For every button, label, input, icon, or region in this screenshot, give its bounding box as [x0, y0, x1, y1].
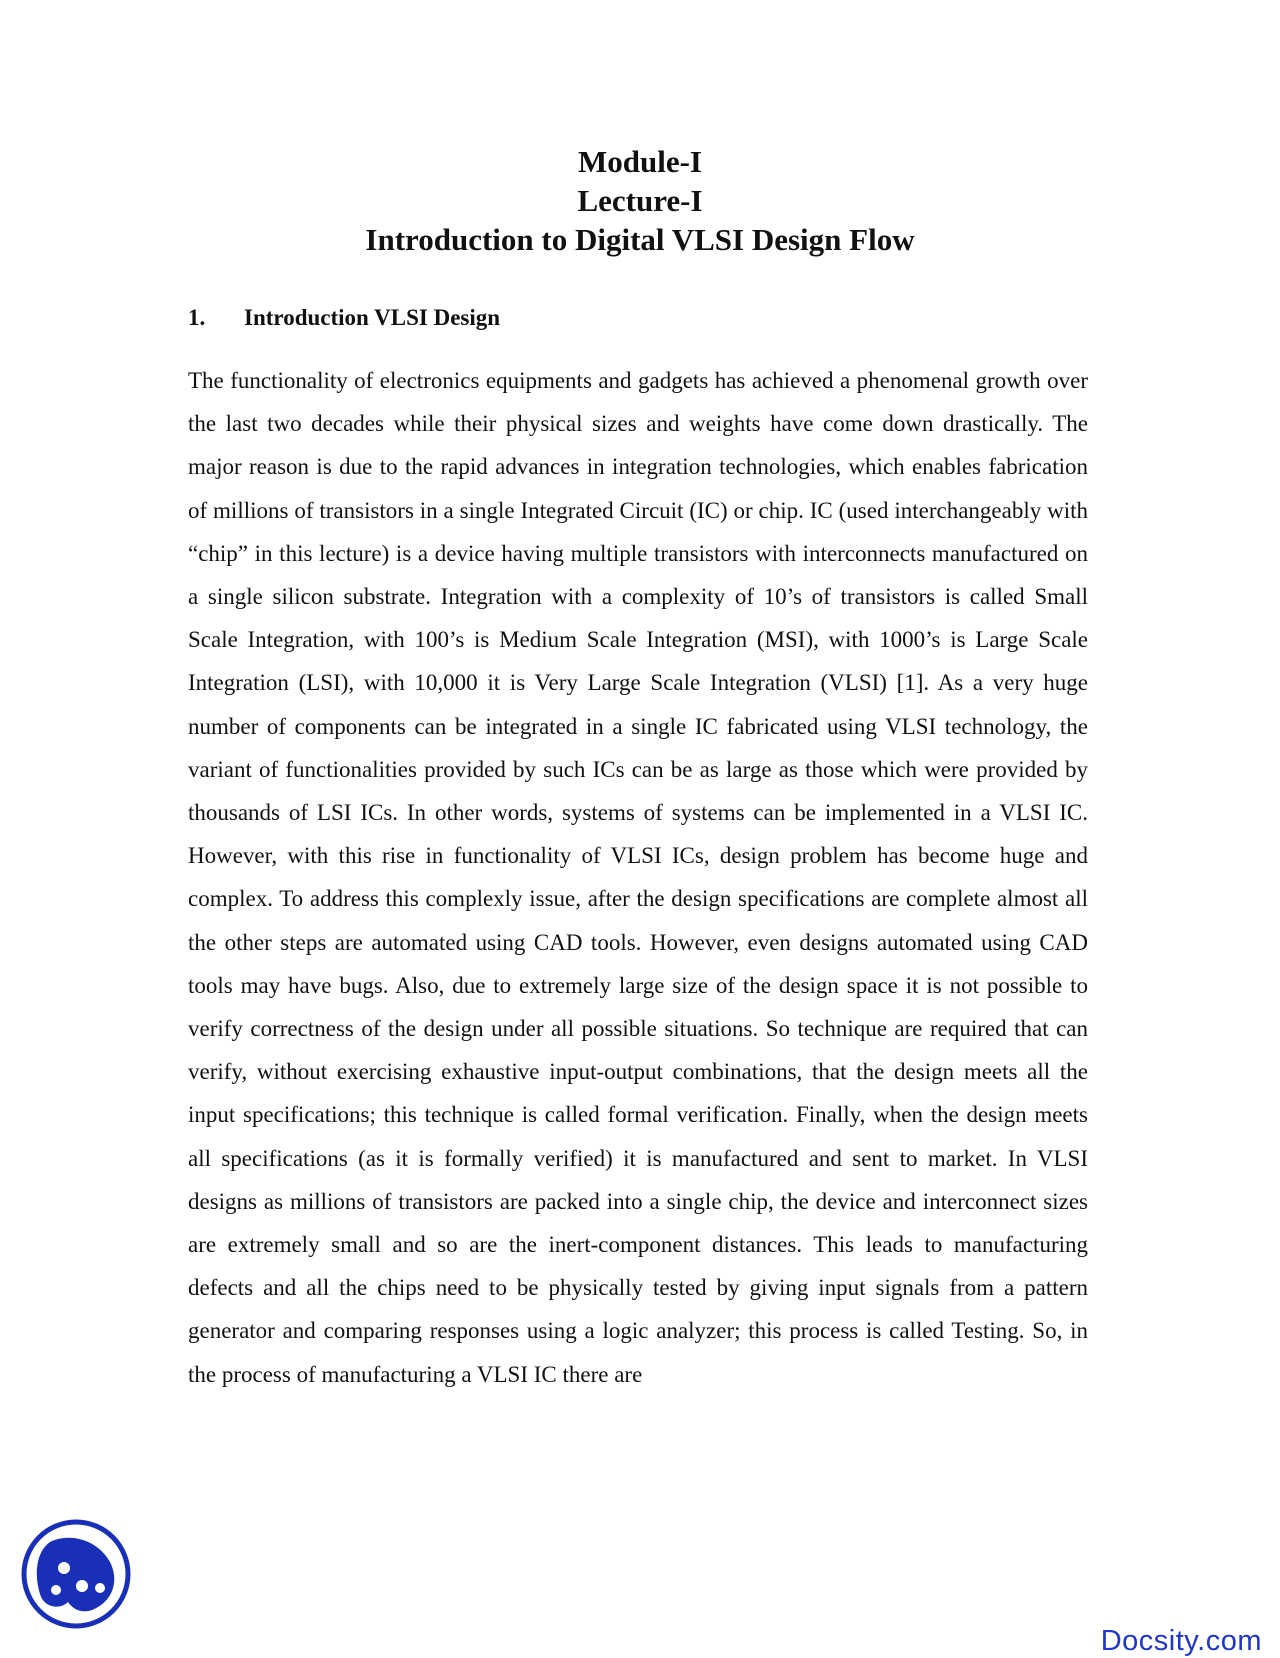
section-title: Introduction VLSI Design	[244, 305, 501, 330]
docsity-brand-link[interactable]: Docsity.com	[1100, 1625, 1262, 1657]
section-heading	[188, 303, 500, 333]
lecture-topic-title: Introduction to Digital VLSI Design Flow	[365, 222, 915, 257]
document-title	[0, 142, 1280, 259]
module-title: Module-I	[578, 144, 702, 179]
section-number: 1.	[188, 305, 206, 330]
lecture-title: Lecture-I	[577, 183, 703, 218]
body-paragraph: The functionality of electronics equipments and gadgets has achieved a phenomenal growth over the last two decades while their physical sizes and weights have come down drastically. The major reason is due to the rapid advances in integration technologies, which enables fabrication of millions of transistors in a single Integrated Circuit (IC) or chip. IC (used interchangeably with “chip” in this lecture) is a device having multiple transistors with interconnects manufactured on a single silicon substrate. Integration with a complexity of 10’s of transistors is called Small Scale Integration, with 100’s is Medium Scale Integration (MSI), with 1000’s is Large Scale Integration (LSI), with 10,000 it is Very Large Scale Integration (VLSI) [1]. As a very huge number of components can be integrated in a single IC fabricated using VLSI technology, the variant of functionalities provided by such ICs can be as large as those which were provided by thousands of LSI ICs. In other words, systems of systems can be implemented in a VLSI IC. However, with this rise in functionality of VLSI ICs, design problem has become huge and complex. To address this complexly issue, after the design specifications are complete almost all the other steps are automated using CAD tools. However, even designs automated using CAD tools may have bugs. Also, due to extremely large size of the design space it is not possible to verify correctness of the design under all possible situations. So technique are required that can verify, without exercising exhaustive input-output combinations, that the design meets all the input specifications; this technique is called formal verification. Finally, when the design meets all specifications (as it is formally verified) it is manufactured and sent to market. In VLSI designs as millions of transistors are packed into a single chip, the device and interconnect sizes are extremely small and so are the inert-component distances. This leads to manufacturing defects and all the chips need to be physically tested by giving input signals from a pattern generator and comparing responses using a logic analyzer; this process is called Testing. So, in the process of manufacturing a VLSI IC there are	[188, 368, 1088, 1387]
docsity-logo-icon[interactable]	[20, 1518, 132, 1630]
